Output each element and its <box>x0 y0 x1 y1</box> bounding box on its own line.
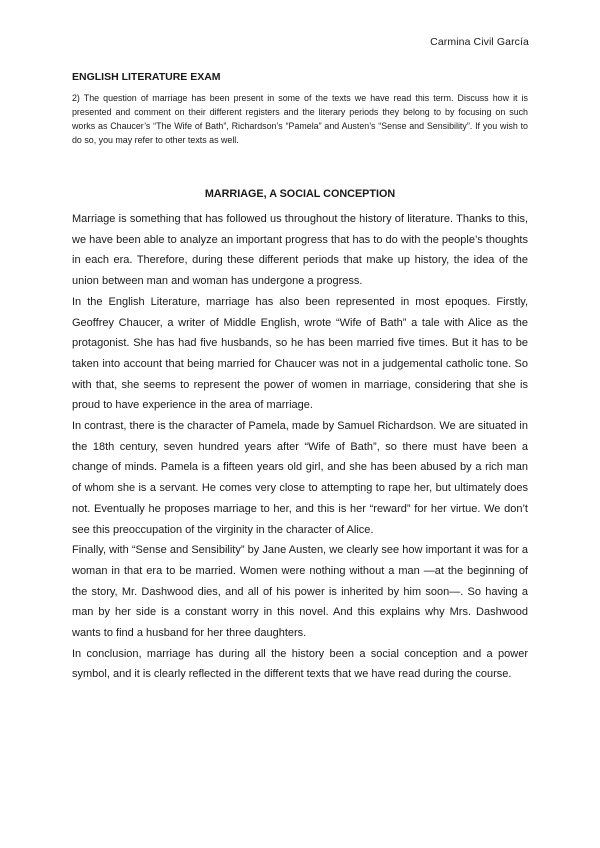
author-name: Carmina Civil García <box>430 36 529 48</box>
essay-title: MARRIAGE, A SOCIAL CONCEPTION <box>204 188 396 200</box>
exam-title: ENGLISH LITERATURE EXAM <box>72 71 221 83</box>
essay-paragraph-5: In conclusion, marriage has during all the history been a social conception and a power symbol, and it is clearly reflected in the different texts that we have read during the course. <box>72 647 528 681</box>
essay-paragraph-2: In the English Literature, marriage has also been represented in most epoques. Firstly, Geoffrey Chaucer, a writer of Middle English, wrote “Wife of Bath” a tale with Alice as the protagonist. She has had five husbands, so he has been married five times. But it has to be taken into account that being married for Chaucer was not in a judgemental catholic tone. So with that, she seems to represent the power of women in marriage, considering that she is proud to have experience in the area of marriage. <box>72 295 528 412</box>
exam-question: 2) The question of marriage has been present in some of the texts we have read this term. Discuss how it is presented and comment on their different registers and the literary periods they belong to by focusing on such works as Chaucer’s “The Wife of Bath”, Richardson’s “Pamela” and Austen’s “Sense and Sensibility”. If you wish to do so, you may refer to other texts as well. <box>72 93 528 145</box>
essay-paragraph-1: Marriage is something that has followed us throughout the history of literature. Thanks to this, we have been able to analyze an important progress that has to do with the people’s thoughts in each era. Therefore, during these different periods that make up history, the idea of the union between man and woman has undergone a progress. <box>72 213 528 288</box>
essay-paragraph-4: Finally, with “Sense and Sensibility” by Jane Austen, we clearly see how important it was for a woman in that era to be married. Women were nothing without a man —at the beginning of the story, Mr. Dashwood dies, and all of his power is inherited by him soon—. So having a man by her side is a constant worry in this novel. And this explains why Mrs. Dashwood wants to find a husband for her three daughters. <box>72 544 528 640</box>
essay-body <box>72 209 528 685</box>
essay-paragraph-3: In contrast, there is the character of Pamela, made by Samuel Richardson. We are situated in the 18th century, seven hundred years after “Wife of Bath”, so there must have been a change of minds. Pamela is a fifteen years old girl, and she has been abused by a rich man of whom she is a servant. He comes very close to attempting to rape her, but ultimately does not. Eventually he proposes marriage to her, and this is her “reward” for her virtue. We don’t see this preoccupation of the virginity in the character of Alice. <box>72 420 528 536</box>
